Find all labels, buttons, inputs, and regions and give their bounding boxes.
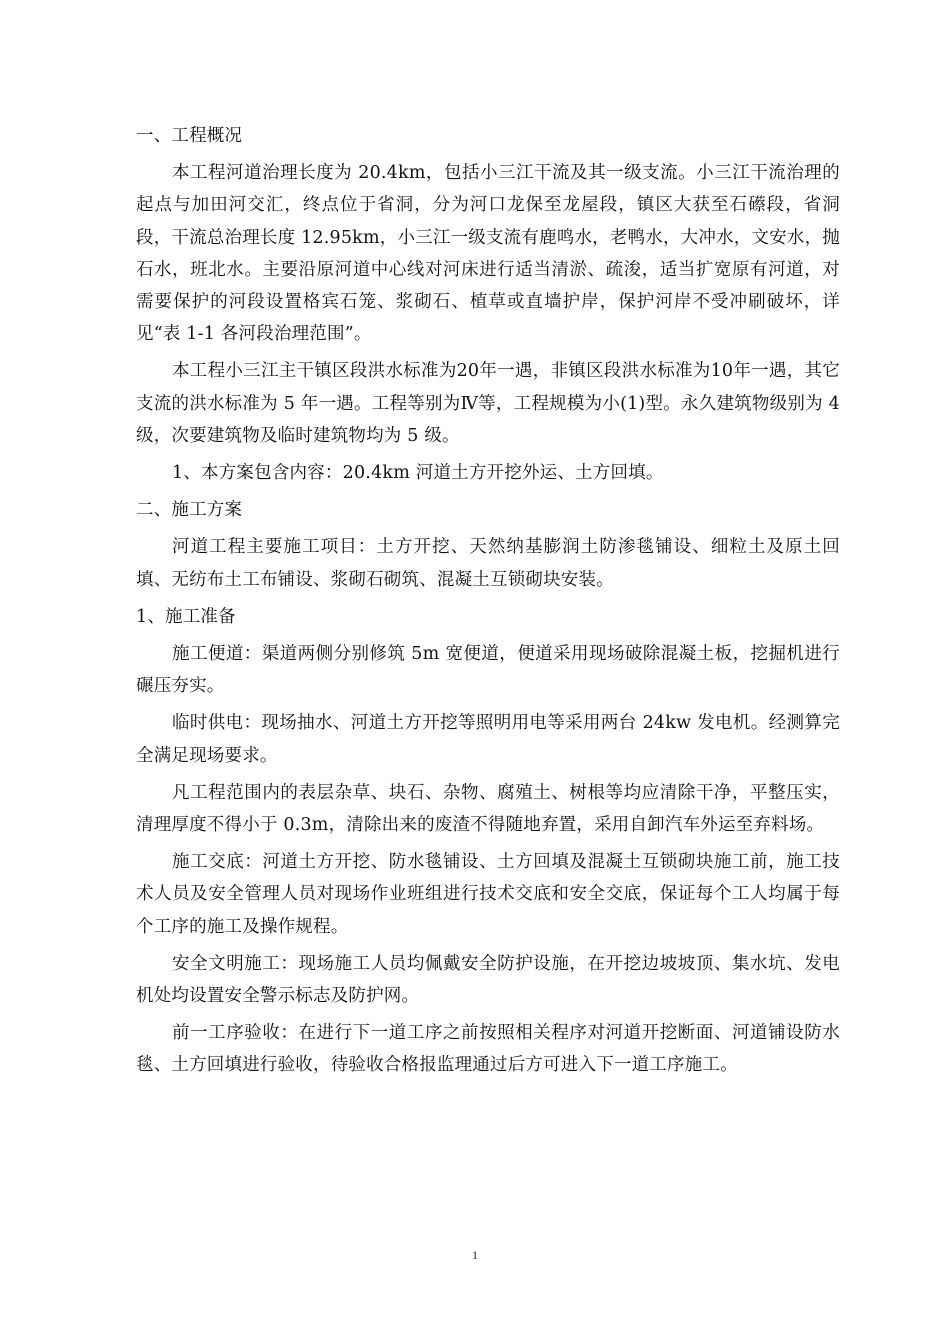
document-body: [136, 120, 840, 1087]
paragraph-scheme-content: 1、本方案包含内容：20.4km 河道土方开挖外运、土方回填。: [172, 463, 664, 484]
section-heading-overview: 一、工程概况: [136, 126, 243, 146]
paragraph-acceptance: 前一工序验收：在进行下一道工序之前按照相关程序对河道开挖断面、河道铺设防水毯、土方回填进行验收，待验收合格报监理通过后方可进入下一道工序施工。: [136, 1023, 840, 1076]
paragraph-main-items: 河道工程主要施工项目：土方开挖、天然纳基膨润土防渗毯铺设、细粒土及原土回填、无纺布土工布铺设、浆砌石砌筑、混凝土互锁砌块安装。: [136, 537, 840, 590]
paragraph-safety: 安全文明施工：现场施工人员均佩戴安全防护设施，在开挖边坡坡顶、集水坑、发电机处均设置安全警示标志及防护网。: [136, 953, 840, 1007]
paragraph-project-scope: 本工程河道治理长度为 20.4km，包括小三江干流及其一级支流。小三江干流治理的起点与加田河交汇，终点位于省洞，分为河口龙保至龙屋段，镇区大获至石礤段，省洞段，干流总治理长度 12.95km，小三江一级支流有鹿鸣水，老鸭水，大冲水，文安水，抛石水，班北水。主要沿原河道中心线对河床进行适当清淤、疏浚，适当扩宽原有河道，对需要保护的河段设置格宾石笼、浆砌石、植草或直墙护岸，保护河岸不受冲刷破坏，详见“表 1-1 各河段治理范围”。: [136, 163, 840, 345]
page-number: 1: [472, 1248, 478, 1262]
paragraph-temporary-power: 临时供电：现场抽水、河道土方开挖等照明用电等采用两台 24kw 发电机。经测算完全满足现场要求。: [136, 713, 840, 766]
subsection-heading-preparation: 1、施工准备: [136, 606, 236, 627]
paragraph-access-road: 施工便道：渠道两侧分别修筑 5m 宽便道，便道采用现场破除混凝土板，挖掘机进行碾压夯实。: [136, 644, 840, 697]
paragraph-site-clearing: 凡工程范围内的表层杂草、块石、杂物、腐殖土、树根等均应清除干净，平整压实，清理厚度不得小于 0.3m，清除出来的废渣不得随地弃置，采用自卸汽车外运至弃料场。: [136, 782, 840, 836]
paragraph-flood-standard: 本工程小三江主干镇区段洪水标准为20年一遇，非镇区段洪水标准为10年一遇，其它支流的洪水标准为 5 年一遇。工程等别为Ⅳ等，工程规模为小(1)型。永久建筑物级别为 4 级，次要建筑物及临时建筑物均为 5 级。: [136, 361, 840, 446]
paragraph-technical-briefing: 施工交底：河道土方开挖、防水毯铺设、土方回填及混凝土互锁砌块施工前，施工技术人员及安全管理人员对现场作业班组进行技术交底和安全交底，保证每个工人均属于每个工序的施工及操作规程。: [136, 852, 840, 937]
section-heading-construction-plan: 二、施工方案: [136, 500, 243, 521]
